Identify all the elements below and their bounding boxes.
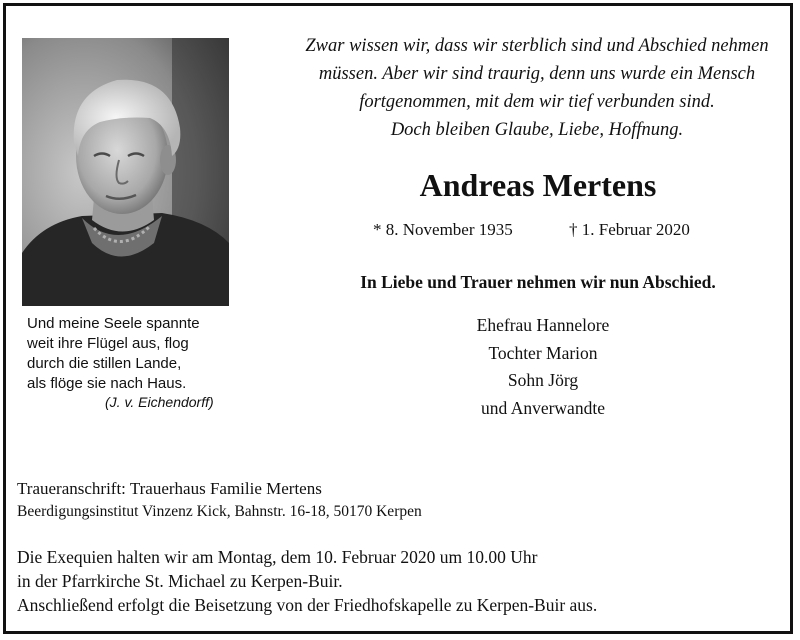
family-member: Sohn Jörg — [507, 370, 579, 390]
deceased-name: Andreas Mertens — [419, 167, 657, 203]
obituary-frame — [3, 3, 793, 634]
funeral-line: in der Pfarrkirche St. Michael zu Kerpen-Buir. — [17, 571, 343, 591]
death-date: † 1. Februar 2020 — [569, 220, 690, 239]
quote-line: müssen. Aber wir sind traurig, denn uns wurde ein Mensch — [318, 64, 756, 84]
poem-line: weit ihre Flügel aus, flog — [27, 335, 189, 352]
poem-line: als flöge sie nach Haus. — [27, 375, 187, 392]
quote-line: fortgenommen, mit dem wir tief verbunden sind. — [359, 92, 715, 112]
family-list — [443, 312, 643, 422]
poem-line: Und meine Seele spannte — [27, 315, 200, 332]
farewell-heading: In Liebe und Trauer nehmen wir nun Abschied. — [360, 272, 716, 292]
poem-line: durch die stillen Lande, — [27, 355, 182, 372]
family-member: und Anverwandte — [481, 397, 605, 418]
family-member: Tochter Marion — [488, 342, 598, 363]
funeral-line: Anschließend erfolgt die Beisetzung von der Friedhofskapelle zu Kerpen-Buir aus. — [17, 595, 598, 615]
family-member: Ehefrau Hannelore — [476, 315, 610, 335]
portrait-photo — [22, 38, 229, 306]
quote-line: Doch bleiben Glaube, Liebe, Hoffnung. — [390, 120, 684, 140]
funeral-home-address: Beerdigungsinstitut Vinzenz Kick, Bahnstr. 16-18, 50170 Kerpen — [17, 503, 422, 520]
birth-date: * 8. November 1935 — [373, 220, 513, 239]
poem-block — [27, 314, 200, 394]
funeral-details — [17, 545, 597, 617]
poem-author: (J. v. Eichendorff) — [105, 394, 214, 410]
quote-line: Zwar wissen wir, dass wir sterblich sind und Abschied nehmen — [305, 36, 769, 56]
funeral-line: Die Exequien halten wir am Montag, dem 10. Februar 2020 um 10.00 Uhr — [17, 547, 538, 567]
quote-block — [262, 32, 800, 144]
mourning-address: Traueranschrift: Trauerhaus Familie Mertens — [17, 479, 322, 498]
